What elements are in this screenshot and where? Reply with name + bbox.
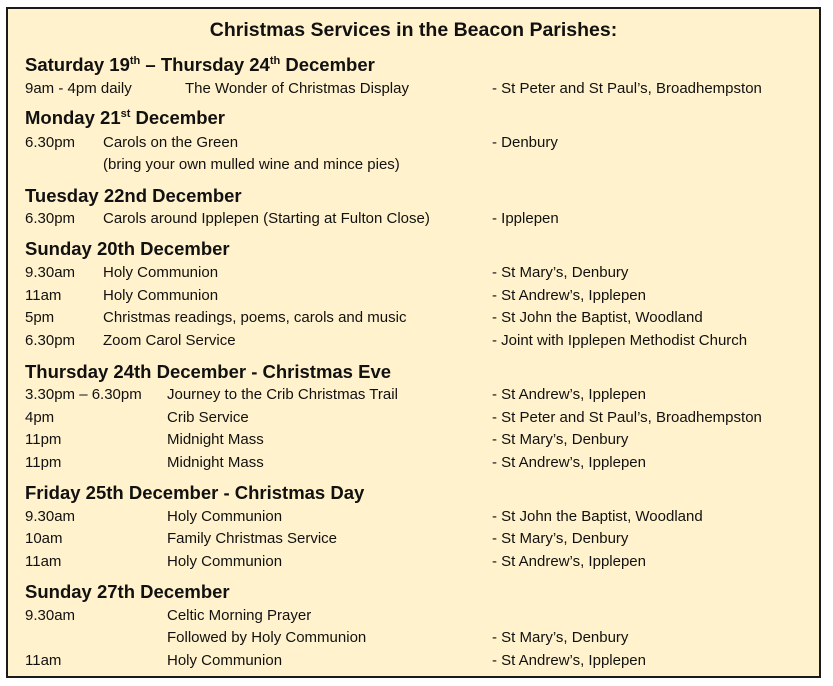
service-row xyxy=(8,454,819,476)
service-location: - St Peter and St Paul’s, Broadhempston xyxy=(492,409,762,426)
service-event: Holy Communion xyxy=(167,652,283,669)
service-location: - St Mary’s, Denbury xyxy=(492,629,629,646)
service-event: Holy Communion xyxy=(167,553,283,570)
service-time: 5pm xyxy=(25,309,55,326)
service-time: 6.30pm xyxy=(25,134,76,151)
page-title: Christmas Services in the Beacon Parishes: xyxy=(209,19,618,41)
section-heading: Friday 25th December - Christmas Day xyxy=(25,482,365,503)
service-location: - Denbury xyxy=(492,134,558,151)
service-row xyxy=(8,332,819,354)
service-time: 11pm xyxy=(25,431,62,448)
service-row xyxy=(8,210,819,232)
service-row xyxy=(8,309,819,331)
service-event: Celtic Morning Prayer xyxy=(167,607,312,624)
service-event: Family Christmas Service xyxy=(167,530,338,547)
service-event: Holy Communion xyxy=(103,264,219,281)
service-event: Holy Communion xyxy=(103,287,219,304)
service-event: (bring your own mulled wine and mince pies) xyxy=(103,156,400,173)
service-event: Carols around Ipplepen (Starting at Fulton Close) xyxy=(103,210,430,227)
section-heading: Thursday 24th December - Christmas Eve xyxy=(25,361,392,382)
service-row xyxy=(8,553,819,575)
service-location: - St Andrew’s, Ipplepen xyxy=(492,386,646,403)
service-event: Christmas readings, poems, carols and music xyxy=(103,309,407,326)
service-event: The Wonder of Christmas Display xyxy=(185,80,409,97)
service-time: 11pm xyxy=(25,454,62,471)
service-row xyxy=(8,409,819,431)
service-location: - St John the Baptist, Woodland xyxy=(492,508,703,525)
service-row xyxy=(8,134,819,156)
service-event: Zoom Carol Service xyxy=(103,332,236,349)
service-time: 3.30pm – 6.30pm xyxy=(25,386,142,403)
service-row xyxy=(8,264,819,286)
service-location: - Joint with Ipplepen Methodist Church xyxy=(492,332,748,349)
service-time: 9.30am xyxy=(25,508,76,525)
service-location: - St Mary’s, Denbury xyxy=(492,431,629,448)
service-event: Crib Service xyxy=(167,409,249,426)
service-location: - St Mary’s, Denbury xyxy=(492,530,629,547)
service-location: - St Mary’s, Denbury xyxy=(492,264,629,281)
service-location: - St Andrew’s, Ipplepen xyxy=(492,553,646,570)
service-time: 6.30pm xyxy=(25,332,76,349)
service-event: Followed by Holy Communion xyxy=(167,629,367,646)
service-row xyxy=(8,652,819,674)
service-row xyxy=(8,156,819,178)
service-event: Midnight Mass xyxy=(167,431,264,448)
service-time: 11am xyxy=(25,652,62,669)
section-heading: Monday 21st December xyxy=(25,107,225,128)
section-heading: Tuesday 22nd December xyxy=(25,185,242,206)
service-time: 9.30am xyxy=(25,607,76,624)
service-location: - St Andrew’s, Ipplepen xyxy=(492,454,646,471)
service-row xyxy=(8,530,819,552)
service-time: 10am xyxy=(25,530,63,547)
service-event: Holy Communion xyxy=(167,508,283,525)
service-location: - St John the Baptist, Woodland xyxy=(492,309,703,326)
service-time: 9.30am xyxy=(25,264,76,281)
service-time: 11am xyxy=(25,287,62,304)
services-card xyxy=(6,7,821,678)
service-row xyxy=(8,508,819,530)
service-row xyxy=(8,287,819,309)
service-row xyxy=(8,431,819,453)
service-row xyxy=(8,607,819,629)
section-heading: Sunday 20th December xyxy=(25,238,230,259)
section-heading: Sunday 27th December xyxy=(25,581,230,602)
service-time: 6.30pm xyxy=(25,210,76,227)
service-location: - St Andrew’s, Ipplepen xyxy=(492,652,646,669)
service-location: - St Andrew’s, Ipplepen xyxy=(492,287,646,304)
service-time: 9am - 4pm daily xyxy=(25,80,132,97)
service-location: - Ipplepen xyxy=(492,210,559,227)
service-row xyxy=(8,80,819,102)
service-time: 11am xyxy=(25,553,62,570)
service-time: 4pm xyxy=(25,409,55,426)
service-location: - St Peter and St Paul’s, Broadhempston xyxy=(492,80,762,97)
service-event: Journey to the Crib Christmas Trail xyxy=(167,386,398,403)
service-event: Midnight Mass xyxy=(167,454,264,471)
section-heading: Saturday 19th – Thursday 24th December xyxy=(25,54,375,75)
service-row xyxy=(8,629,819,651)
service-event: Carols on the Green xyxy=(103,134,239,151)
service-row xyxy=(8,386,819,408)
